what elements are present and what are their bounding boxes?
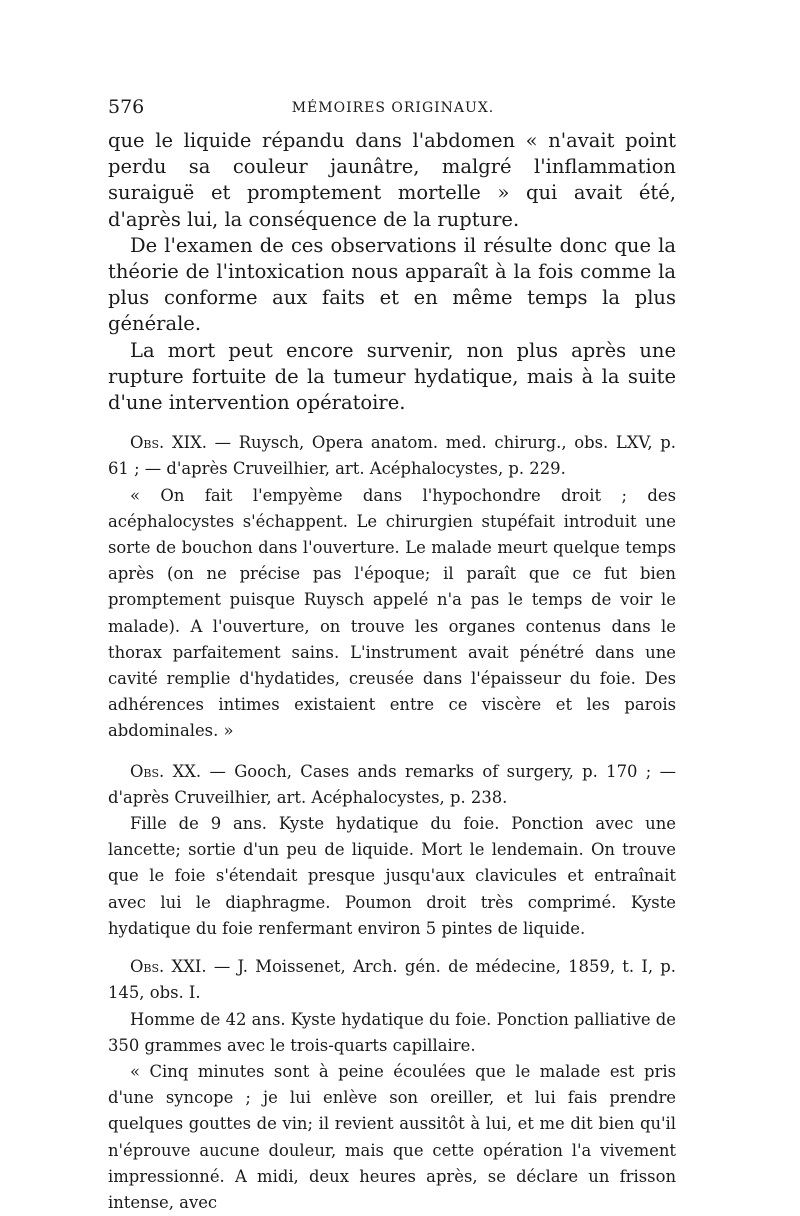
obs-21-reference: — J. Moissenet, Arch. gén. de médecine, 1859, t. I, p. 145, obs. I. <box>108 957 676 1003</box>
obs-20-label: Obs. XX. <box>130 761 202 781</box>
obs-20-heading <box>108 759 676 811</box>
paragraph-1: que le liquide répandu dans l'abdomen « n'avait point perdu sa couleur jaunâtre, malgré l'inflammation suraiguë et promptement mortelle » qui avait été, d'après lui, la conséquence de la rupture. <box>108 129 676 231</box>
main-text <box>108 128 676 1216</box>
obs-21-label: Obs. XXI. <box>130 957 207 977</box>
obs-21-text-2: « Cinq minutes sont à peine écoulées que le malade est pris d'une syncope ; je lui enlève son oreiller, et lui fais prendre quelques gouttes de vin; il revient aussitôt à lui, et me dit bien qu'il n'éprouve aucune douleur, mais que cette opération l'a vivement impressionné. A midi, deux heures après, se déclare un frisson intense, avec <box>108 1061 676 1212</box>
page-number: 576 <box>108 96 145 118</box>
obs-19-reference: — Ruysch, Opera anatom. med. chirurg., obs. LXV, p. 61 ; — d'après Cruveilhier, art. Acéphalocystes, p. 229. <box>108 433 676 479</box>
obs-21-heading <box>108 954 676 1006</box>
obs-19-label: Obs. XIX. <box>130 433 207 453</box>
obs-21-text-1: Homme de 42 ans. Kyste hydatique du foie. Ponction palliative de 350 grammes avec le trois-quarts capillaire. <box>108 1009 676 1055</box>
page-header <box>108 96 678 122</box>
obs-19-heading <box>108 430 676 482</box>
obs-20-text: Fille de 9 ans. Kyste hydatique du foie. Ponction avec une lancette; sortie d'un peu de liquide. Mort le lendemain. On trouve que le foie s'étendait presque jusqu'aux clavicules et entraînait avec lui le diaphragme. Poumon droit très comprimé. Kyste hydatique du foie renfermant environ 5 pintes de liquide. <box>108 814 676 938</box>
observation-20 <box>108 759 676 942</box>
obs-20-reference: — Gooch, Cases ands remarks of surgery, p. 170 ; — d'après Cruveilhier, art. Acéphalocystes, p. 238. <box>108 761 677 807</box>
running-head: MÉMOIRES ORIGINAUX. <box>291 100 495 116</box>
paragraph-2: De l'examen de ces observations il résulte donc que la théorie de l'intoxication nous apparaît à la fois comme la plus conforme aux faits et en même temps la plus générale. <box>108 233 676 336</box>
paragraph-3: La mort peut encore survenir, non plus après une rupture fortuite de la tumeur hydatique, mais à la suite d'une intervention opératoire. <box>108 338 676 415</box>
observation-21 <box>108 954 676 1216</box>
observation-19 <box>108 430 676 744</box>
obs-19-text: « On fait l'empyème dans l'hypochondre droit ; des acéphalocystes s'échappent. Le chirurgien stupéfait introduit une sorte de bouchon dans l'ouverture. Le malade meurt quelque temps après (on ne précise pas l'époque; il paraît que ce fut bien promptement puisque Ruysch appelé n'a pas le temps de voir le malade). A l'ouverture, on trouve les organes contenus dans le thorax parfaitement sains. L'instrument avait pénétré dans une cavité remplie d'hydatides, creusée dans l'épaisseur du foie. Des adhérences intimes existaient entre ce viscère et les parois abdominales. » <box>108 485 676 741</box>
